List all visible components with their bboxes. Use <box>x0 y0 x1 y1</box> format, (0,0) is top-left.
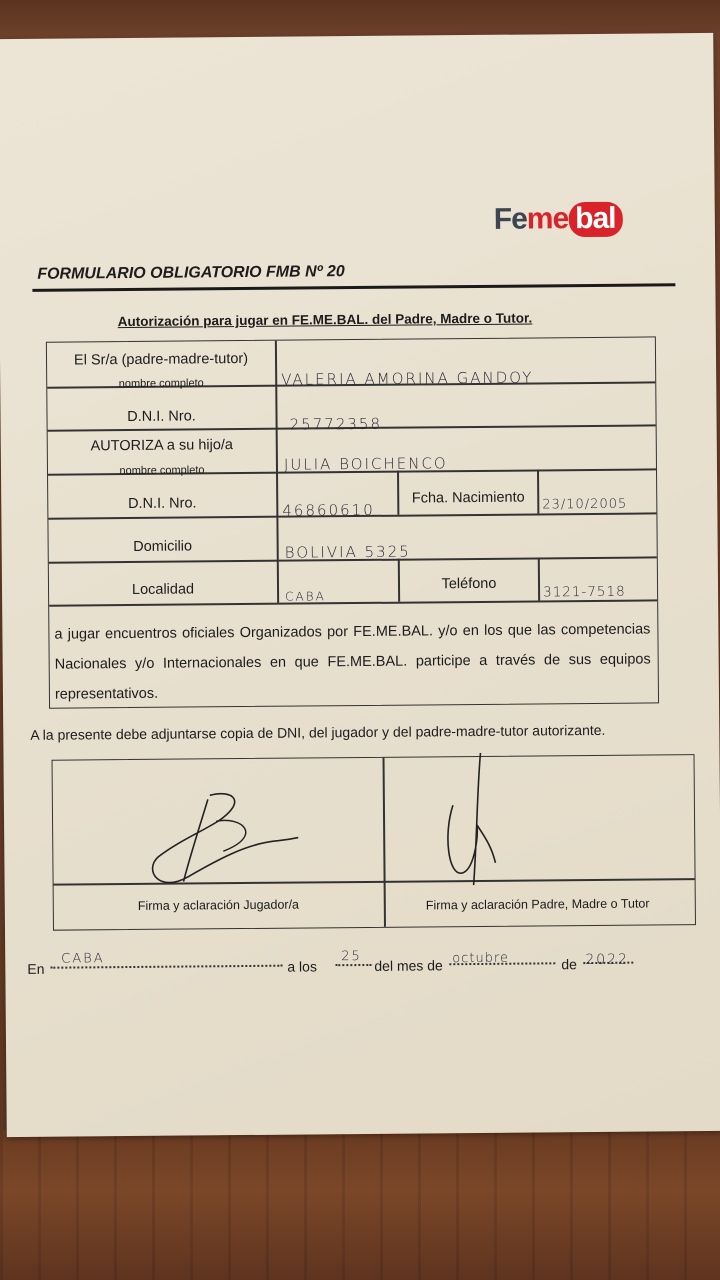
child-dni-label: D.N.I. Nro. <box>127 495 197 513</box>
day-dotted-line <box>335 964 371 966</box>
form-subtitle: Autorización para jugar en FE.ME.BAL. del Padre, Madre o Tutor. <box>117 310 533 330</box>
address-value: BOLIVIA 5325 <box>284 542 411 562</box>
child-sublabel: nombre completo <box>119 464 205 478</box>
player-signature <box>138 780 339 892</box>
form-paper <box>0 33 720 1137</box>
child-dni-value: 46860610 <box>282 500 375 520</box>
parent-dni-label: D.N.I. Nro. <box>127 408 196 426</box>
child-name-value: JULIA BOICHENCO <box>283 454 448 474</box>
wood-table-background <box>0 1130 720 1280</box>
parent-signature <box>432 745 533 906</box>
year-value: 2022 <box>585 951 629 969</box>
address-label: Domicilio <box>133 538 193 555</box>
parent-name-value: VALERIA AMORINA GANDOY <box>281 368 534 389</box>
birth-date-value: 23/10/2005 <box>542 496 628 513</box>
parent-dni-value: 25772358 <box>289 414 383 434</box>
footer-year-label: de <box>561 956 577 973</box>
place-value: CABA <box>61 951 105 967</box>
month-value: octubre <box>452 950 510 967</box>
parent-sublabel: nombre completo <box>118 377 204 391</box>
phone-value: 3121-7518 <box>543 583 626 601</box>
parent-label: El Sr/a (padre-madre-tutor) <box>73 350 249 369</box>
form-title: FORMULARIO OBLIGATORIO FMB Nº 20 <box>37 263 345 283</box>
footer-day-label: a los <box>287 958 317 975</box>
attachment-note: A la presente debe adjuntarse copia de DNI, del jugador y del padre-madre-tutor autorizante. <box>30 721 606 743</box>
child-label: AUTORIZA a su hijo/a <box>90 437 234 455</box>
player-signature-label: Firma y aclaración Jugador/a <box>137 897 300 913</box>
femebal-logo: Feme bal <box>494 202 623 237</box>
footer-en-label: En <box>27 960 45 977</box>
phone-label: Teléfono <box>441 575 497 593</box>
title-divider <box>32 283 675 292</box>
day-value: 25 <box>341 948 362 965</box>
city-value: CABA <box>285 589 326 604</box>
city-label: Localidad <box>131 581 195 598</box>
authorization-paragraph: a jugar encuentros oficiales Organizados por FE.ME.BAL. y/o en los que las competencias Nacionales y/o Internacionales en que FE.ME.BAL. participe a través de sus equipos representativos. <box>54 621 651 703</box>
birth-date-label: Fcha. Nacimiento <box>411 489 525 507</box>
signature-box <box>52 754 696 931</box>
parent-signature-label: Firma y aclaración Padre, Madre o Tutor <box>425 896 650 913</box>
footer-month-label: del mes de <box>374 957 443 974</box>
